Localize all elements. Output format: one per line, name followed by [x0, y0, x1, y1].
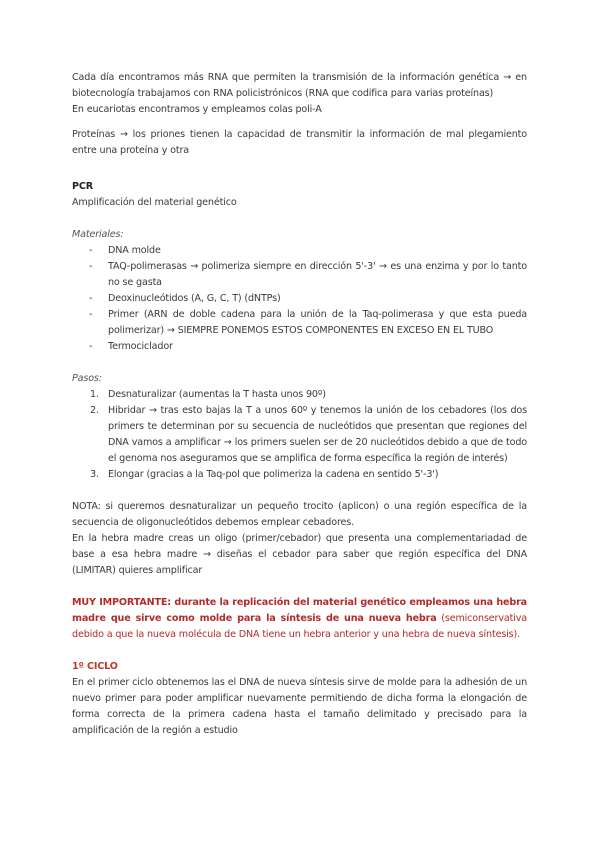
- cebador-paragraph: En la hebra madre creas un oligo (primer/cebador) que presenta una complementariadad de base a esa hebra madre → diseñas el cebador para saber que región específica del DNA (LIMITAR) quieres amplificar: [72, 533, 527, 576]
- step-item: 3. Elongar (gracias a la Taq-pol que polimeriza la cadena en sentido 5'-3'): [90, 469, 439, 480]
- materials-item: - DNA molde: [72, 243, 527, 259]
- list-bullet: -: [89, 341, 93, 352]
- list-bullet: -: [89, 245, 93, 256]
- important-emphasis: MUY IMPORTANTE: durante la replicación del material genético empleamos una hebra madre que sirve como molde para la síntesis de una nueva hebra: [72, 597, 527, 624]
- materials-list: [72, 243, 527, 355]
- steps-label: Pasos:: [72, 373, 102, 384]
- intro-paragraph-priones: Proteínas → los priones tienen la capacidad de transmitir la información de mal plegamiento entre una proteína y otra: [72, 129, 527, 156]
- list-bullet: -: [89, 309, 93, 320]
- intro-paragraph-rna: Cada día encontramos más RNA que permiten la transmisión de la información genética → en biotecnología trabajamos con RNA policistrónicos (RNA que codifica para varias proteínas): [72, 72, 527, 99]
- materials-item: - Primer (ARN de doble cadena para la unión de la Taq-polimerasa y que esta pueda polimerizar) → SIEMPRE PONEMOS ESTOS COMPONENTES EN EXCESO EN EL TUBO: [89, 309, 527, 336]
- list-bullet: -: [89, 293, 93, 304]
- section-subtitle-pcr: Amplificación del material genético: [72, 197, 237, 208]
- nota-paragraph: NOTA: si queremos desnaturalizar un pequeño trocito (aplicon) o una región específica de la secuencia de oligonucleótidos debemos emplear cebadores.: [72, 501, 527, 528]
- important-paragraph: [72, 595, 527, 643]
- important-note: (semiconservativa debido a que la nueva molécula de DNA tiene un hebra anterior y una hebra de nueva síntesis).: [72, 613, 527, 640]
- intro-paragraph-polya: En eucariotas encontramos y empleamos colas poli-A: [72, 104, 322, 115]
- materials-item: - TAQ-polimerasas → polimeriza siempre en dirección 5'-3' → es una enzima y por lo tanto no se gasta: [89, 261, 527, 288]
- document-body: [72, 70, 527, 739]
- step-item: 2. Hibridar → tras esto bajas la T a unos 60º y tenemos la unión de los cebadores (los dos primers te determinan por su secuencia de nucleótidos que presentan que regiones del DNA vamos a amplificar → los primers suelen ser de 20 nucleótidos debido a que de todo el genoma nos aseguramos que se amplifica de forma específica la región de interés): [90, 405, 527, 464]
- section-title-ciclo: 1º CICLO: [72, 661, 118, 672]
- materials-label: Materiales:: [72, 229, 124, 240]
- steps-list: [72, 387, 527, 483]
- ciclo-paragraph: En el primer ciclo obtenemos las el DNA de nueva síntesis sirve de molde para la adhesión de un nuevo primer para poder amplificar nuevamente permitiendo de dicha forma la elongación de forma correcta de la primera cadena hasta el tamaño delimitado y precisado para la amplificación de la región a estudio: [72, 677, 527, 736]
- step-item: 1. Desnaturalizar (aumentas la T hasta unos 90º): [90, 389, 326, 400]
- materials-item: - Termociclador: [72, 339, 527, 355]
- materials-item: - Deoxinucleótidos (A, G, C, T) (dNTPs): [72, 291, 527, 307]
- section-title-pcr: PCR: [72, 181, 94, 192]
- list-bullet: -: [89, 261, 93, 272]
